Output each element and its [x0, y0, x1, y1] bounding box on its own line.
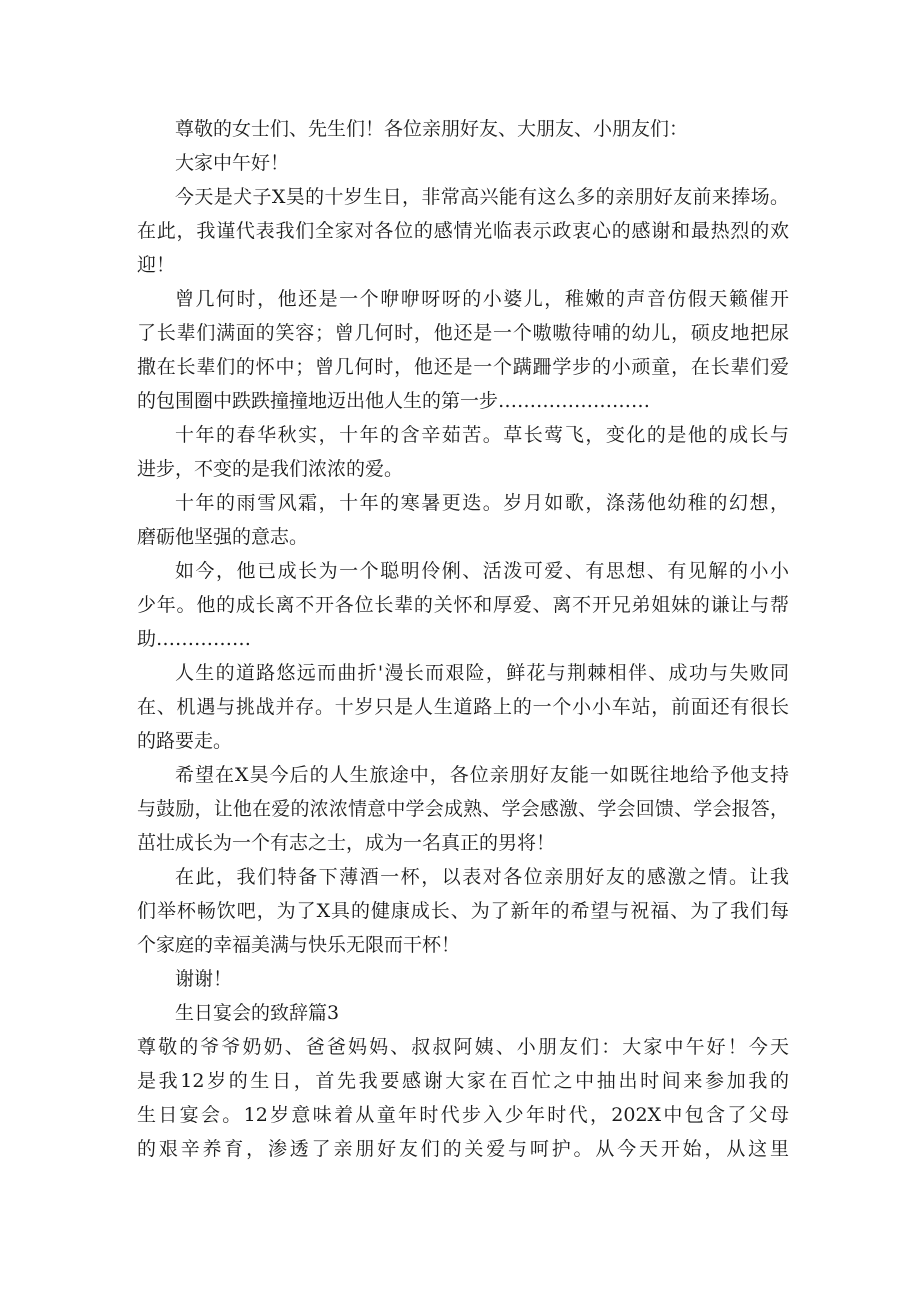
text-line: 们举杯畅饮吧，为了X具的健康成长、为了新年的希望与祝福、为了我们每	[137, 900, 789, 922]
text-line: 今天是犬子X昊的十岁生日，非常高兴能有这么多的亲朋好友前来捧场。	[175, 186, 789, 208]
text-line: 是我12岁的生日，首先我要感谢大家在百忙之中抽出时间来参加我的	[137, 1070, 789, 1092]
text-line: 迎！	[137, 254, 176, 276]
text-line: 少年。他的成长离不开各位长辈的关怀和厚爱、离不开兄弟姐妹的谦让与帮	[137, 594, 789, 616]
text-line: 曾几何时，他还是一个咿咿呀呀的小婆儿，稚嫩的声音仿假天籁催开	[175, 288, 789, 310]
text-line: 茁壮成长为一个有志之士，成为一名真正的男将！	[137, 832, 556, 854]
text-line: 十年的雨雪风霜，十年的寒暑更迭。岁月如歌，涤荡他幼稚的幻想，	[175, 492, 789, 514]
text-line: 在、机遇与挑战并存。十岁只是人生道路上的一个小小车站，前面还有很长	[137, 696, 789, 718]
text-line: 如今，他已成长为一个聪明伶俐、活泼可爱、有思想、有见解的小小	[175, 560, 789, 582]
text-line: 大家中午好！	[175, 152, 290, 174]
text-line: 生日宴会的致辞篇3	[175, 1002, 340, 1024]
text-line: 撒在长辈们的怀中；曾几何时，他还是一个蹒跚学步的小顽童，在长辈们爱	[137, 356, 789, 378]
text-line: 的路要走。	[137, 730, 233, 752]
text-line: 的包围圈中跌跌撞撞地迈出他人生的第一步……………………	[137, 390, 651, 412]
text-line: 磨砺他坚强的意志。	[137, 526, 309, 548]
text-line: 十年的春华秋实，十年的含辛茹苦。草长莺飞，变化的是他的成长与	[175, 424, 789, 446]
text-line: 了长辈们满面的笑容；曾几何时，他还是一个嗷嗷待哺的幼儿，硕皮地把尿	[137, 322, 789, 344]
text-line: 人生的道路悠远而曲折'漫长而艰险，鲜花与荆棘相伴、成功与失败同	[175, 662, 789, 684]
text-line: 生日宴会。12岁意味着从童年时代步入少年时代，202X中包含了父母	[137, 1104, 789, 1126]
text-line: 在此，我们特备下薄酒一杯，以表对各位亲朋好友的感激之情。让我	[175, 866, 789, 888]
text-line: 谢谢！	[175, 968, 233, 990]
text-line: 个家庭的幸福美满与快乐无限而干杯！	[137, 934, 461, 956]
text-line: 希望在X昊今后的人生旅途中，各位亲朋好友能一如既往地给予他支持	[175, 764, 789, 786]
text-line: 进步，不变的是我们浓浓的爱。	[137, 458, 404, 480]
text-line: 助……………	[137, 628, 252, 650]
text-line: 的艰辛养育，渗透了亲朋好友们的关爱与呵护。从今天开始，从这里	[137, 1138, 789, 1160]
text-line: 在此，我谨代表我们全家对各位的感情光临表示政衷心的感谢和最热烈的欢	[137, 220, 789, 242]
text-line: 与鼓励，让他在爱的浓浓情意中学会成熟、学会感激、学会回馈、学会报答，	[137, 798, 789, 820]
text-line: 尊敬的爷爷奶奶、爸爸妈妈、叔叔阿姨、小朋友们：大家中午好！今天	[137, 1036, 789, 1058]
document-body	[137, 112, 789, 1166]
text-line: 尊敬的女士们、先生们！各位亲朋好友、大朋友、小朋友们：	[175, 118, 689, 140]
